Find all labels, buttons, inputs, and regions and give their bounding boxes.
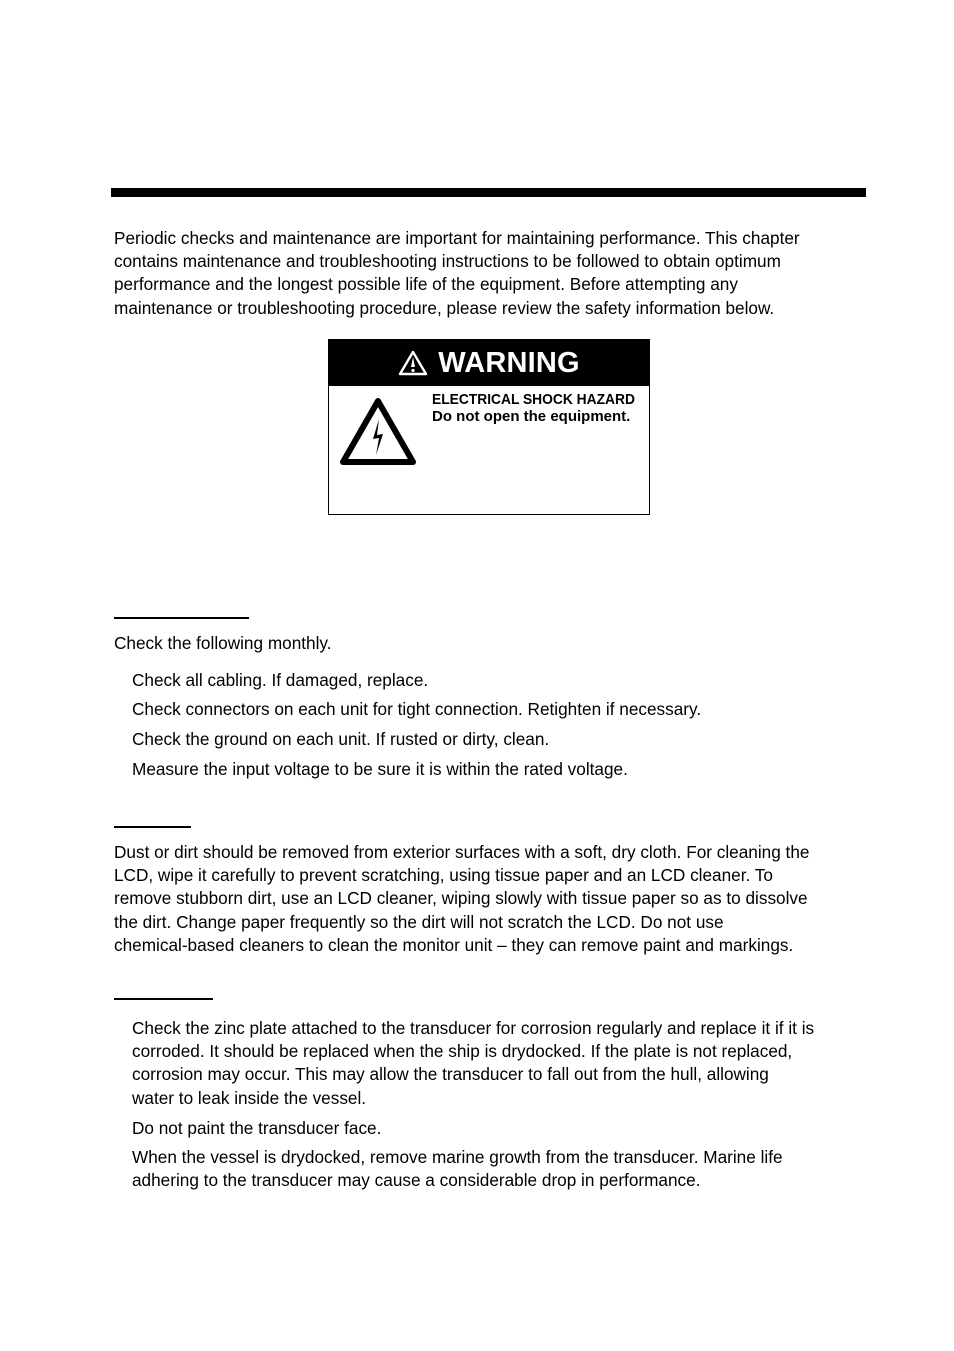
transducer-line: adhering to the transducer may cause a considerable drop in performance. xyxy=(132,1170,701,1191)
transducer-item xyxy=(132,1117,381,1140)
cleaning-line: Dust or dirt should be removed from exterior surfaces with a soft, dry cloth. For cleaning the xyxy=(114,842,810,862)
transducer-line: water to leak inside the vessel. xyxy=(132,1087,367,1108)
transducer-item xyxy=(132,1146,783,1192)
intro-line: performance and the longest possible life of the equipment. Before attempting any xyxy=(114,274,738,295)
hazard-title: ELECTRICAL SHOCK HAZARD xyxy=(432,391,635,408)
intro-line: contains maintenance and troubleshooting instructions to be followed to obtain optimum xyxy=(114,251,781,272)
cleaning-paragraph xyxy=(114,841,809,957)
transducer-line: Do not paint the transducer face. xyxy=(132,1118,382,1138)
cleaning-line: chemical-based cleaners to clean the monitor unit – they can remove paint and markings. xyxy=(114,934,794,955)
chapter-title-rule xyxy=(111,188,866,197)
cleaning-heading-rule xyxy=(114,826,191,828)
intro-line: Periodic checks and maintenance are important for maintaining performance. This chapter xyxy=(114,228,800,248)
monthly-check-item: Check the ground on each unit. If rusted or dirty, clean. xyxy=(132,729,550,749)
transducer-line: corroded. It should be replaced when the ship is drydocked. If the plate is not replaced, xyxy=(132,1041,793,1062)
transducer-heading-rule xyxy=(114,998,213,1000)
cleaning-line: remove stubborn dirt, use an LCD cleaner, wiping slowly with tissue paper so as to dissolve xyxy=(114,888,808,909)
monthly-check-item: Check connectors on each unit for tight connection. Retighten if necessary. xyxy=(132,699,702,719)
monthly-check-item: Check all cabling. If damaged, replace. xyxy=(132,670,429,690)
intro-paragraph xyxy=(114,227,800,320)
monthly-heading-rule xyxy=(114,617,249,619)
warning-box xyxy=(328,339,650,515)
intro-line: maintenance or troubleshooting procedure, please review the safety information below. xyxy=(114,297,775,318)
cleaning-line: LCD, wipe it carefully to prevent scratching, using tissue paper and an LCD cleaner. To xyxy=(114,865,773,886)
warning-header xyxy=(329,340,649,386)
monthly-check-item: Measure the input voltage to be sure it is within the rated voltage. xyxy=(132,759,628,779)
transducer-line: corrosion may occur. This may allow the transducer to fall out from the hull, allowing xyxy=(132,1064,769,1085)
hazard-text: Do not open the equipment. xyxy=(432,408,631,425)
transducer-line: Check the zinc plate attached to the transducer for corrosion regularly and replace it if it is xyxy=(132,1018,815,1038)
electrical-shock-icon xyxy=(339,397,417,467)
cleaning-line: the dirt. Change paper frequently so the dirt will not scratch the LCD. Do not use xyxy=(114,911,724,932)
transducer-line: When the vessel is drydocked, remove marine growth from the transducer. Marine life xyxy=(132,1147,783,1167)
exclamation-triangle-icon xyxy=(398,350,428,376)
monthly-intro: Check the following monthly. xyxy=(114,633,332,653)
warning-title: WARNING xyxy=(438,346,580,379)
transducer-item xyxy=(132,1017,814,1110)
